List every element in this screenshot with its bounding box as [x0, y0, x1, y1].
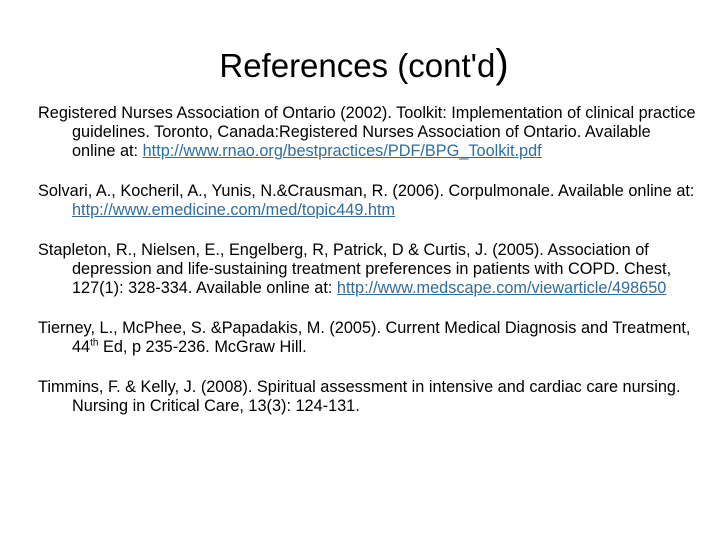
- reference-item-rnao: [38, 104, 698, 161]
- reference-text: Tierney, L., McPhee, S. &Papadakis, M. (2005). Current Medical Diagnosis and Treatment, 44: [38, 319, 691, 356]
- reference-link-medscape[interactable]: http://www.medscape.com/viewarticle/498650: [336, 279, 667, 297]
- reference-list: [38, 104, 698, 437]
- reference-link-emedicine[interactable]: http://www.emedicine.com/med/topic449.htm: [72, 201, 396, 219]
- reference-item-timmins: [38, 378, 698, 416]
- reference-item-solvari: [38, 182, 698, 220]
- reference-text: Stapleton, R., Nielsen, E., Engelberg, R, Patrick, D & Curtis, J. (2005). Association of depression and life-sustaining treatment preferences in patients with COPD. Chest, 127(1): 328-334. Available online at:: [38, 241, 672, 297]
- slide-title-text: References (cont'd: [219, 47, 496, 84]
- reference-item-stapleton: [38, 241, 698, 298]
- reference-superscript: th: [90, 337, 99, 349]
- reference-item-tierney: [38, 319, 698, 357]
- slide-title: [0, 44, 728, 86]
- slide-title-paren: ): [495, 42, 509, 86]
- reference-link-rnao[interactable]: http://www.rnao.org/bestpractices/PDF/BPG_Toolkit.pdf: [142, 142, 542, 160]
- reference-text: Registered Nurses Association of Ontario (2002). Toolkit: Implementation of clinical practice guidelines. Toronto, Canada:Registered Nurses Association of Ontario. Available online at:: [38, 104, 696, 160]
- reference-text: Timmins, F. & Kelly, J. (2008). Spiritual assessment in intensive and cardiac care nursing. Nursing in Critical Care, 13(3): 124-131.: [38, 378, 681, 415]
- reference-text: Solvari, A., Kocheril, A., Yunis, N.&Crausman, R. (2006). Corpulmonale. Available online at:: [38, 182, 695, 200]
- reference-text-after: Ed, p 235-236. McGraw Hill.: [98, 338, 307, 356]
